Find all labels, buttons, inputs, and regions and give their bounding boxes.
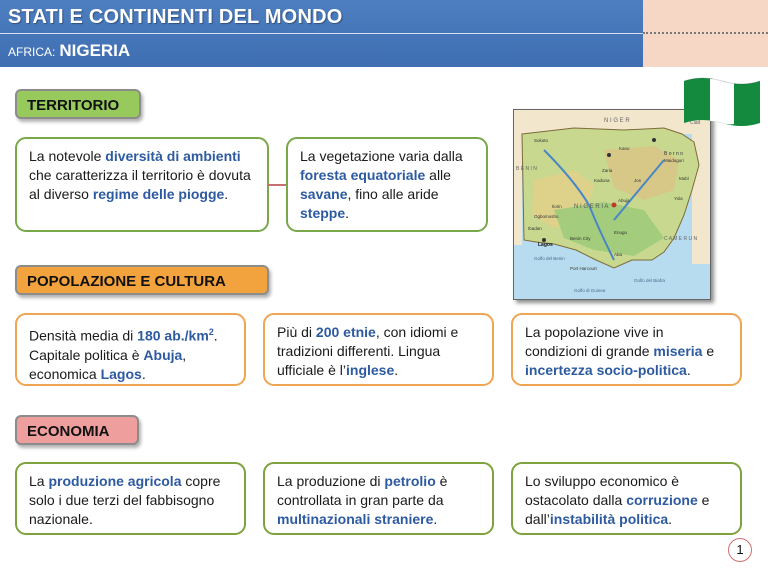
- map-city-aba: Aba: [614, 252, 623, 257]
- text: e: [702, 343, 715, 359]
- map-city-ogbomosho: Ogbomosho: [534, 214, 559, 219]
- highlight: 180 ab./km: [137, 327, 209, 344]
- text: Densità media di: [29, 327, 138, 344]
- text: La vegetazione varia dalla: [300, 148, 463, 164]
- map-label-borno: B o r n o: [664, 151, 683, 157]
- map-city-enugu: Enugu: [614, 230, 628, 235]
- map-city-kano: Kano: [619, 146, 630, 151]
- highlight: miseria: [653, 343, 703, 359]
- card-economia-agricoltura: [15, 462, 246, 535]
- card-connector: [268, 184, 287, 186]
- section-economia: ECONOMIA: [15, 415, 139, 445]
- section-territorio: TERRITORIO: [15, 89, 141, 119]
- text: e dall’: [525, 492, 710, 527]
- page-title: STATI E CONTINENTI DEL MONDO: [8, 6, 343, 28]
- nigeria-flag-icon: [682, 73, 762, 129]
- text: La produzione di: [277, 473, 385, 489]
- text: . Capitale politica è: [29, 327, 218, 363]
- map-label-niger: N I G E R: [604, 118, 630, 124]
- text: , con idiomi e tradizioni differenti. Lingua ufficiale è l’: [277, 324, 459, 378]
- text: Lo sviluppo economico è ostacolato dalla: [525, 473, 680, 508]
- highlight: 200 etnie: [315, 324, 376, 340]
- card-territorio-ambienti: [15, 137, 269, 232]
- map-city-maiduguri: Maiduguri: [664, 158, 684, 163]
- highlight: Abuja: [143, 346, 183, 363]
- text: che caratterizza il territorio è dovuta al diverso: [29, 167, 251, 202]
- highlight: savane: [300, 186, 348, 202]
- card-territorio-vegetazione: [286, 137, 488, 232]
- text: .: [433, 511, 438, 527]
- map-city-ibadan: Ibadan: [528, 226, 542, 231]
- map-city-zaria: Zaria: [602, 168, 613, 173]
- map-city-mubi: Mubi: [679, 176, 689, 181]
- highlight: regime delle piogge: [92, 186, 225, 202]
- header-dotted-line: [643, 32, 768, 34]
- map-city-sokoto: Sokoto: [534, 138, 549, 143]
- highlight: inglese: [346, 362, 395, 378]
- map-label-golfo-guinea: Golfo di Guinea: [574, 288, 606, 293]
- region-label: AFRICA:: [8, 45, 56, 59]
- card-popolazione-etnie: [263, 313, 494, 386]
- text: alle: [425, 167, 451, 183]
- text: Più di: [277, 324, 316, 340]
- map-city-benin-city: Benin City: [570, 236, 591, 241]
- text: .: [394, 362, 399, 378]
- superscript: 2: [208, 327, 214, 337]
- map-city-abuja: Abuja: [618, 198, 630, 203]
- map-label-golfo-biafra: Golfo del Biafra: [634, 278, 666, 283]
- country-label: NIGERIA: [59, 41, 131, 60]
- text: .: [686, 362, 691, 378]
- highlight: produzione agricola: [48, 473, 182, 489]
- card-economia-sviluppo: [511, 462, 742, 535]
- map-city-jos: Jos: [634, 178, 642, 183]
- highlight: incertezza socio-politica: [525, 362, 687, 378]
- text: La popolazione vive in condizioni di grande: [525, 324, 664, 359]
- map-city-kaduna: Kaduna: [594, 178, 610, 183]
- highlight: steppe: [300, 205, 346, 221]
- text: .: [668, 511, 673, 527]
- text: , fino alle aride: [347, 186, 439, 202]
- highlight: Lagos: [100, 365, 142, 382]
- map-label-benin: B E N I N: [516, 166, 537, 172]
- text: .: [141, 365, 146, 382]
- text: è controllata in gran parte da: [277, 473, 448, 508]
- map-city-lagos: Lagos: [538, 242, 553, 248]
- map-label-ciad: Ciad: [690, 120, 701, 126]
- text: , economica: [29, 346, 187, 382]
- highlight: petrolio: [384, 473, 436, 489]
- map-graphic: [514, 110, 710, 299]
- map-city-yola: Yola: [674, 196, 683, 201]
- card-popolazione-densita: [15, 313, 246, 386]
- page-subtitle: [8, 41, 130, 61]
- header-separator: [0, 33, 643, 34]
- page-number: 1: [728, 538, 752, 562]
- map-city-ilorin: Ilorin: [552, 204, 562, 209]
- text: .: [345, 205, 350, 221]
- text: copre solo i due terzi del fabbisogno nazionale.: [29, 473, 221, 527]
- nigeria-map: [513, 109, 711, 300]
- section-popolazione: POPOLAZIONE E CULTURA: [15, 265, 269, 295]
- card-economia-petrolio: [263, 462, 494, 535]
- map-label-camerun: C A M E R U N: [664, 236, 698, 242]
- highlight: instabilità politica: [549, 511, 669, 527]
- text: La: [29, 473, 49, 489]
- highlight: corruzione: [626, 492, 698, 508]
- map-label-golfo-benin: Golfo del Benin: [534, 256, 565, 261]
- text: .: [224, 186, 229, 202]
- highlight: multinazionali straniere: [277, 511, 434, 527]
- highlight: foresta equatoriale: [300, 167, 426, 183]
- text: La notevole: [29, 148, 106, 164]
- card-popolazione-condizioni: [511, 313, 742, 386]
- highlight: diversità di ambienti: [105, 148, 241, 164]
- map-city-port-harcourt: Port Harcourt: [570, 266, 597, 271]
- map-label-nigeria: N I G E R I A: [574, 204, 609, 210]
